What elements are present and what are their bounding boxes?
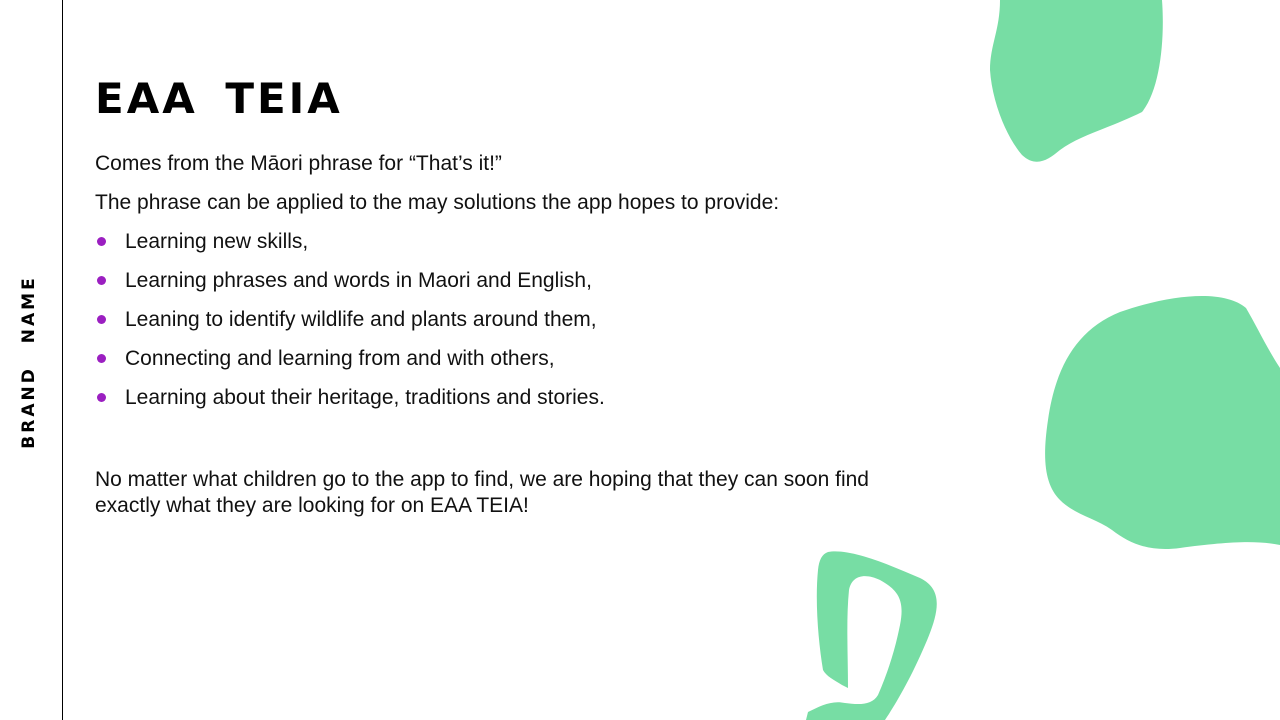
closing-paragraph: No matter what children go to the app to find, we are hoping that they can soon find exactly what they are looking for on EAA TEIA! bbox=[95, 468, 869, 517]
sidebar-divider bbox=[62, 0, 63, 720]
blob-middle-right bbox=[1045, 296, 1280, 549]
bullet-item bbox=[95, 268, 925, 294]
bullet-dot-icon bbox=[97, 237, 106, 246]
bullet-text: Learning about their heritage, traditions and stories. bbox=[125, 386, 605, 409]
intro-line: Comes from the Māori phrase for “That’s it!” bbox=[95, 152, 502, 175]
bullet-list bbox=[95, 229, 925, 411]
blob-bottom-hook bbox=[806, 551, 937, 720]
bullet-item bbox=[95, 229, 925, 255]
intro-line: The phrase can be applied to the may solutions the app hopes to provide: bbox=[95, 191, 780, 214]
bullet-item bbox=[95, 385, 925, 411]
bullet-text: Leaning to identify wildlife and plants around them, bbox=[125, 308, 597, 331]
bullet-dot-icon bbox=[97, 393, 106, 402]
slide-body bbox=[95, 151, 925, 424]
bullet-text: Learning phrases and words in Maori and English, bbox=[125, 269, 592, 292]
bullet-dot-icon bbox=[97, 315, 106, 324]
bullet-item bbox=[95, 307, 925, 333]
bullet-text: Connecting and learning from and with others, bbox=[125, 347, 555, 370]
slide-title: EAA TEIA bbox=[95, 74, 343, 123]
brand-name: BRAND NAME bbox=[19, 275, 39, 449]
bullet-dot-icon bbox=[97, 276, 106, 285]
bullet-dot-icon bbox=[97, 354, 106, 363]
bullet-text: Learning new skills, bbox=[125, 230, 309, 253]
blob-top-right bbox=[990, 0, 1163, 162]
bullet-item bbox=[95, 346, 925, 372]
